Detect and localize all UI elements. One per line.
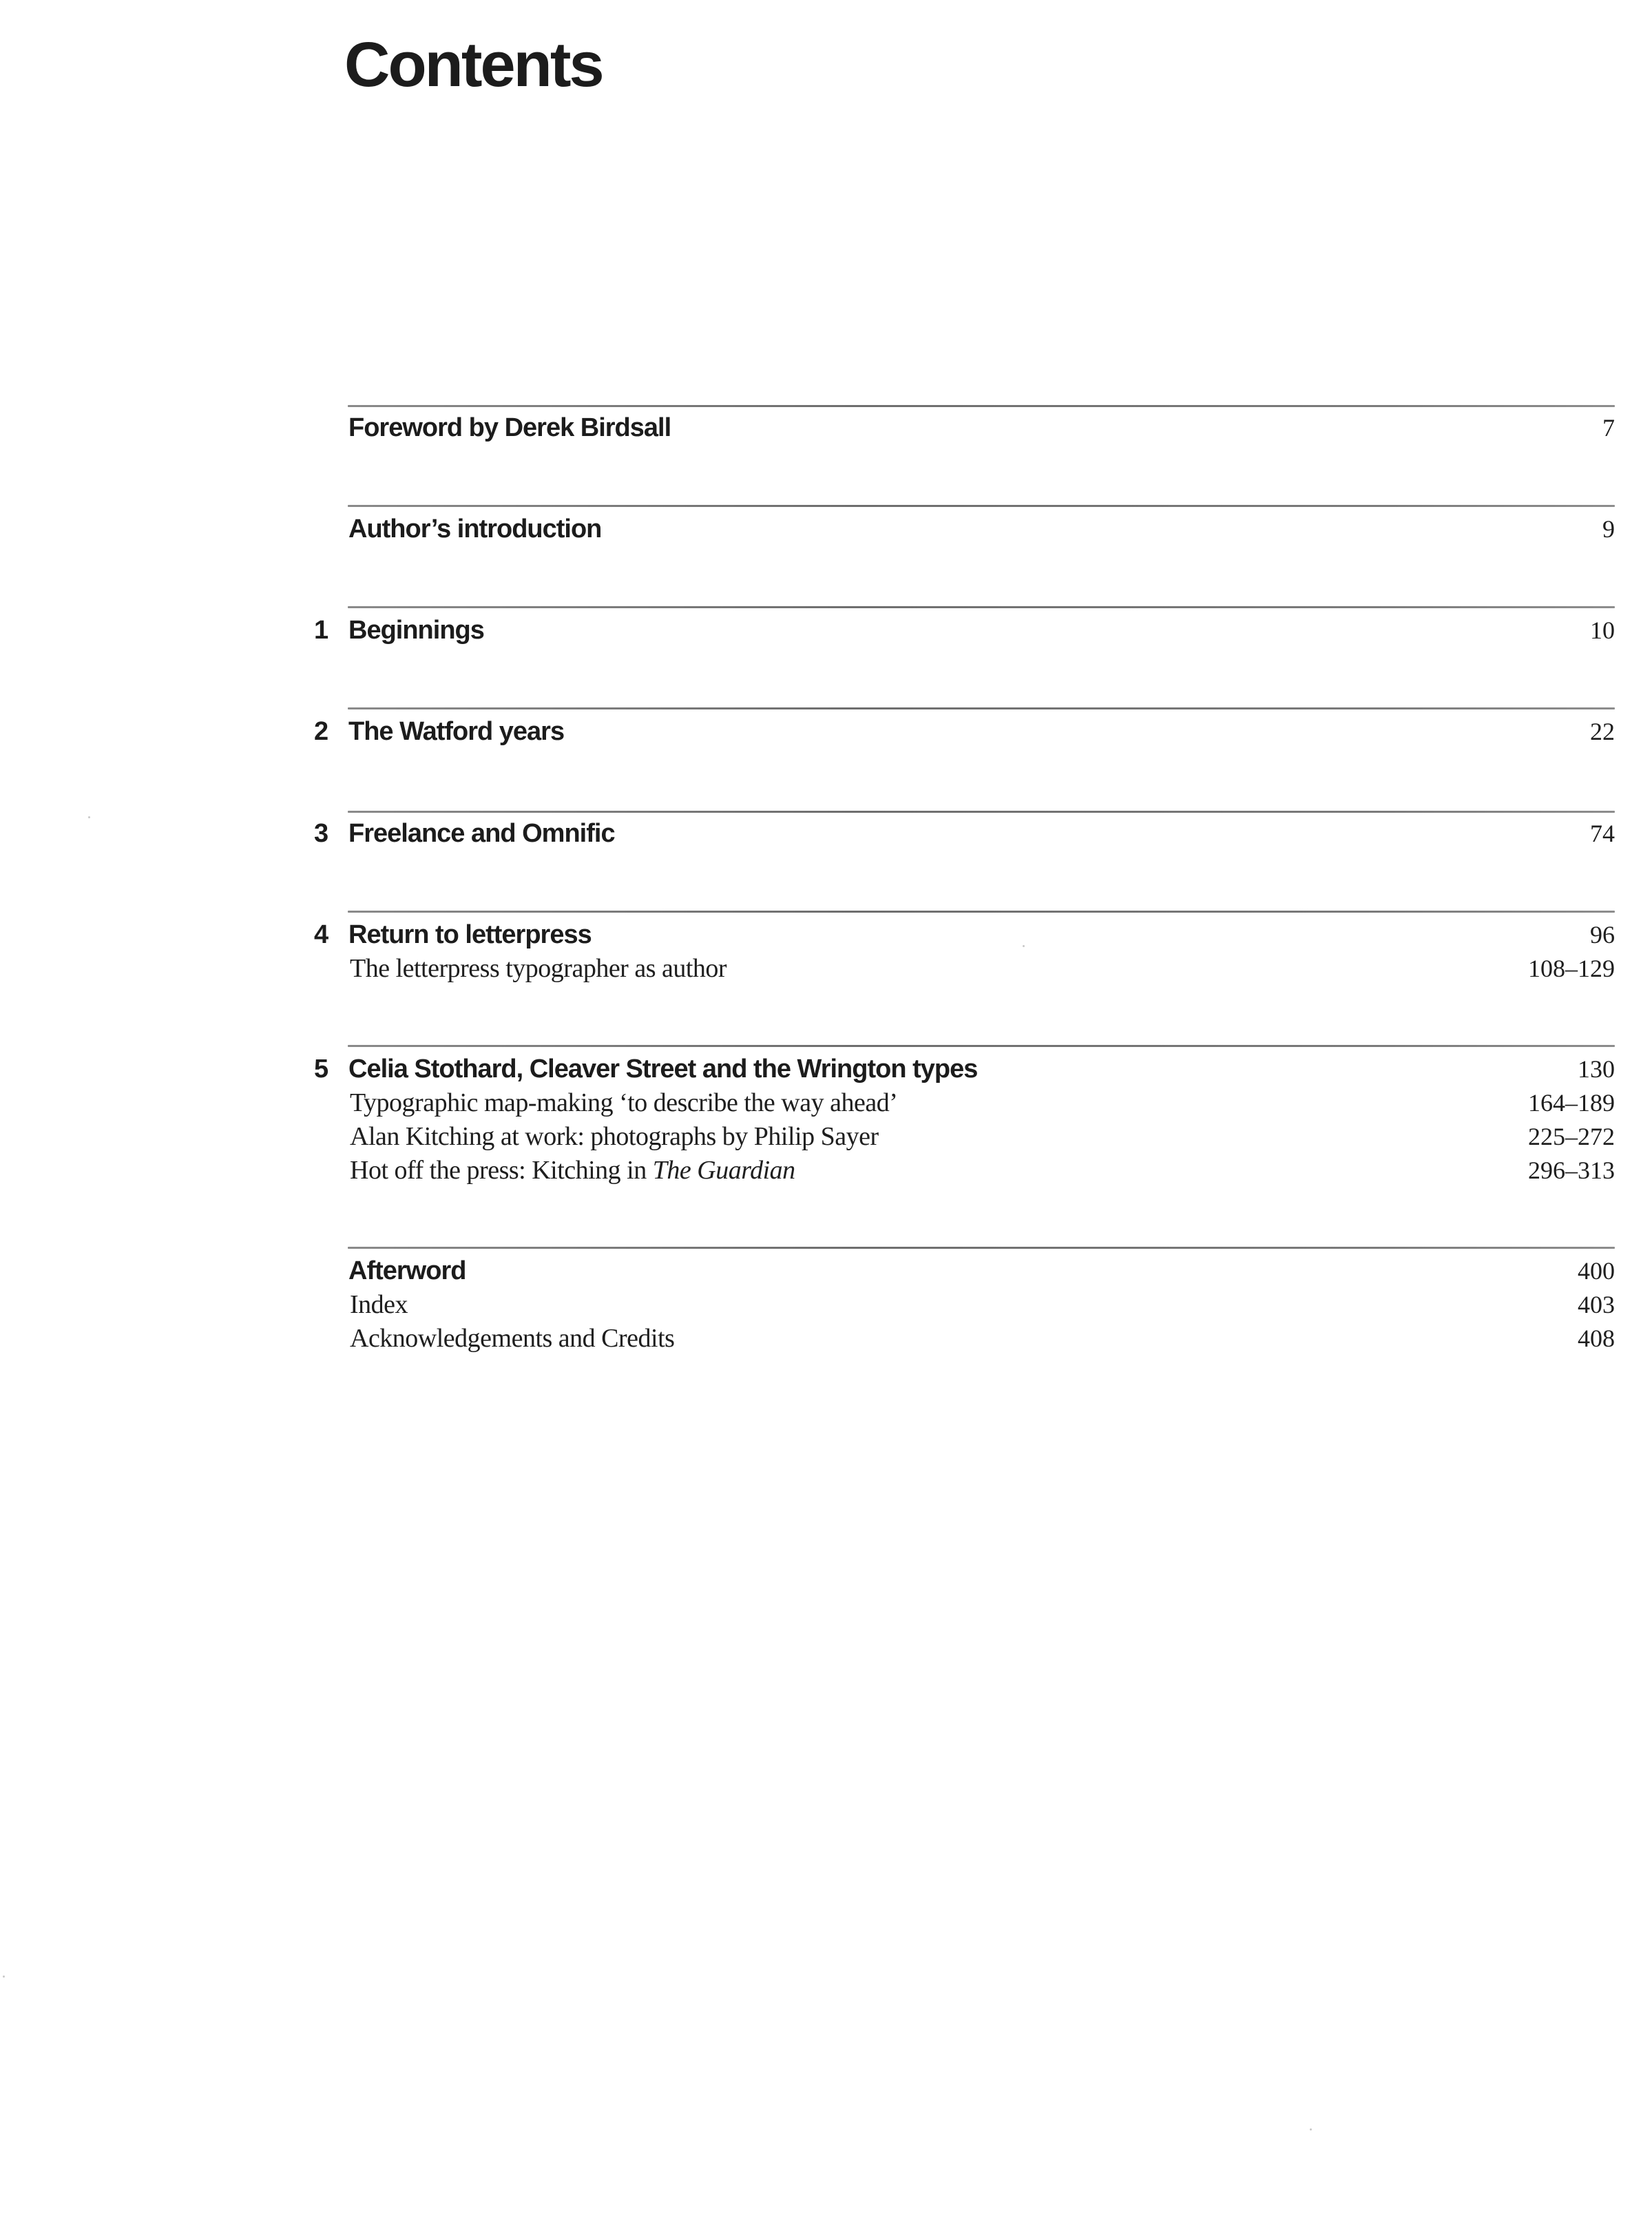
section-rule xyxy=(348,911,1615,913)
entry-title: Index xyxy=(350,1290,408,1319)
entry-title: Celia Stothard, Cleaver Street and the Wrington types xyxy=(348,1055,978,1084)
toc-entry-chapter-5[interactable] xyxy=(0,1052,1652,1086)
page-title: Contents xyxy=(344,30,603,100)
toc-entry-foreword[interactable] xyxy=(0,411,1652,445)
chapter-number: 2 xyxy=(314,717,329,746)
section-rule xyxy=(348,505,1615,507)
entry-page-number: 22 xyxy=(1590,718,1615,745)
entry-page-number: 10 xyxy=(1590,616,1615,644)
toc-entry-chapter-2[interactable] xyxy=(0,714,1652,749)
entry-title xyxy=(350,1153,795,1188)
entry-page-number: 225–272 xyxy=(1528,1123,1615,1150)
entry-title: Typographic map-making ‘to describe the way ahead’ xyxy=(350,1088,898,1117)
entry-title: Foreword by Derek Birdsall xyxy=(348,413,671,442)
entry-title: Author’s introduction xyxy=(348,515,602,543)
toc-entry-chapter-4[interactable] xyxy=(0,917,1652,952)
chapter-number: 5 xyxy=(314,1055,329,1084)
entry-title: The letterpress typographer as author xyxy=(350,954,727,983)
entry-title-italic: The Guardian xyxy=(652,1156,795,1185)
scan-speck xyxy=(1023,945,1025,947)
scan-speck xyxy=(3,1976,5,1978)
toc-entry-index[interactable] xyxy=(0,1287,1652,1322)
section-rule xyxy=(348,606,1615,608)
entry-title: Alan Kitching at work: photographs by Philip Sayer xyxy=(350,1122,879,1151)
entry-page-number: 130 xyxy=(1578,1055,1615,1083)
toc-entry-chapter-3[interactable] xyxy=(0,816,1652,851)
toc-subentry[interactable] xyxy=(0,1086,1652,1120)
toc-subentry[interactable] xyxy=(0,951,1652,986)
toc-entry-afterword[interactable] xyxy=(0,1254,1652,1288)
section-rule xyxy=(348,707,1615,709)
entry-page-number: 108–129 xyxy=(1528,955,1615,982)
toc-subentry[interactable] xyxy=(0,1153,1652,1188)
entry-title: The Watford years xyxy=(348,717,565,746)
toc-subentry[interactable] xyxy=(0,1119,1652,1154)
entry-title: Acknowledgements and Credits xyxy=(350,1324,675,1353)
entry-page-number: 408 xyxy=(1578,1325,1615,1352)
entry-title: Return to letterpress xyxy=(348,920,592,949)
entry-page-number: 7 xyxy=(1602,414,1615,442)
entry-page-number: 74 xyxy=(1590,820,1615,847)
section-rule xyxy=(348,1247,1615,1249)
scan-speck xyxy=(1310,2128,1312,2130)
entry-title: Beginnings xyxy=(348,616,484,645)
chapter-number: 4 xyxy=(314,920,329,949)
entry-page-number: 96 xyxy=(1590,921,1615,948)
entry-page-number: 403 xyxy=(1578,1291,1615,1318)
entry-title-prefix: Hot off the press: Kitching in xyxy=(350,1156,653,1185)
section-rule xyxy=(348,811,1615,813)
entry-page-number: 164–189 xyxy=(1528,1089,1615,1117)
entry-page-number: 9 xyxy=(1602,515,1615,543)
entry-title: Afterword xyxy=(348,1256,466,1285)
chapter-number: 1 xyxy=(314,616,329,645)
entry-title: Freelance and Omnific xyxy=(348,819,615,848)
toc-entry-chapter-1[interactable] xyxy=(0,613,1652,647)
section-rule xyxy=(348,405,1615,407)
entry-page-number: 296–313 xyxy=(1528,1157,1615,1184)
scan-speck xyxy=(88,816,90,818)
chapter-number: 3 xyxy=(314,819,329,848)
section-rule xyxy=(348,1045,1615,1047)
entry-page-number: 400 xyxy=(1578,1257,1615,1285)
toc-entry-introduction[interactable] xyxy=(0,512,1652,546)
toc-entry-acknowledgements[interactable] xyxy=(0,1321,1652,1356)
